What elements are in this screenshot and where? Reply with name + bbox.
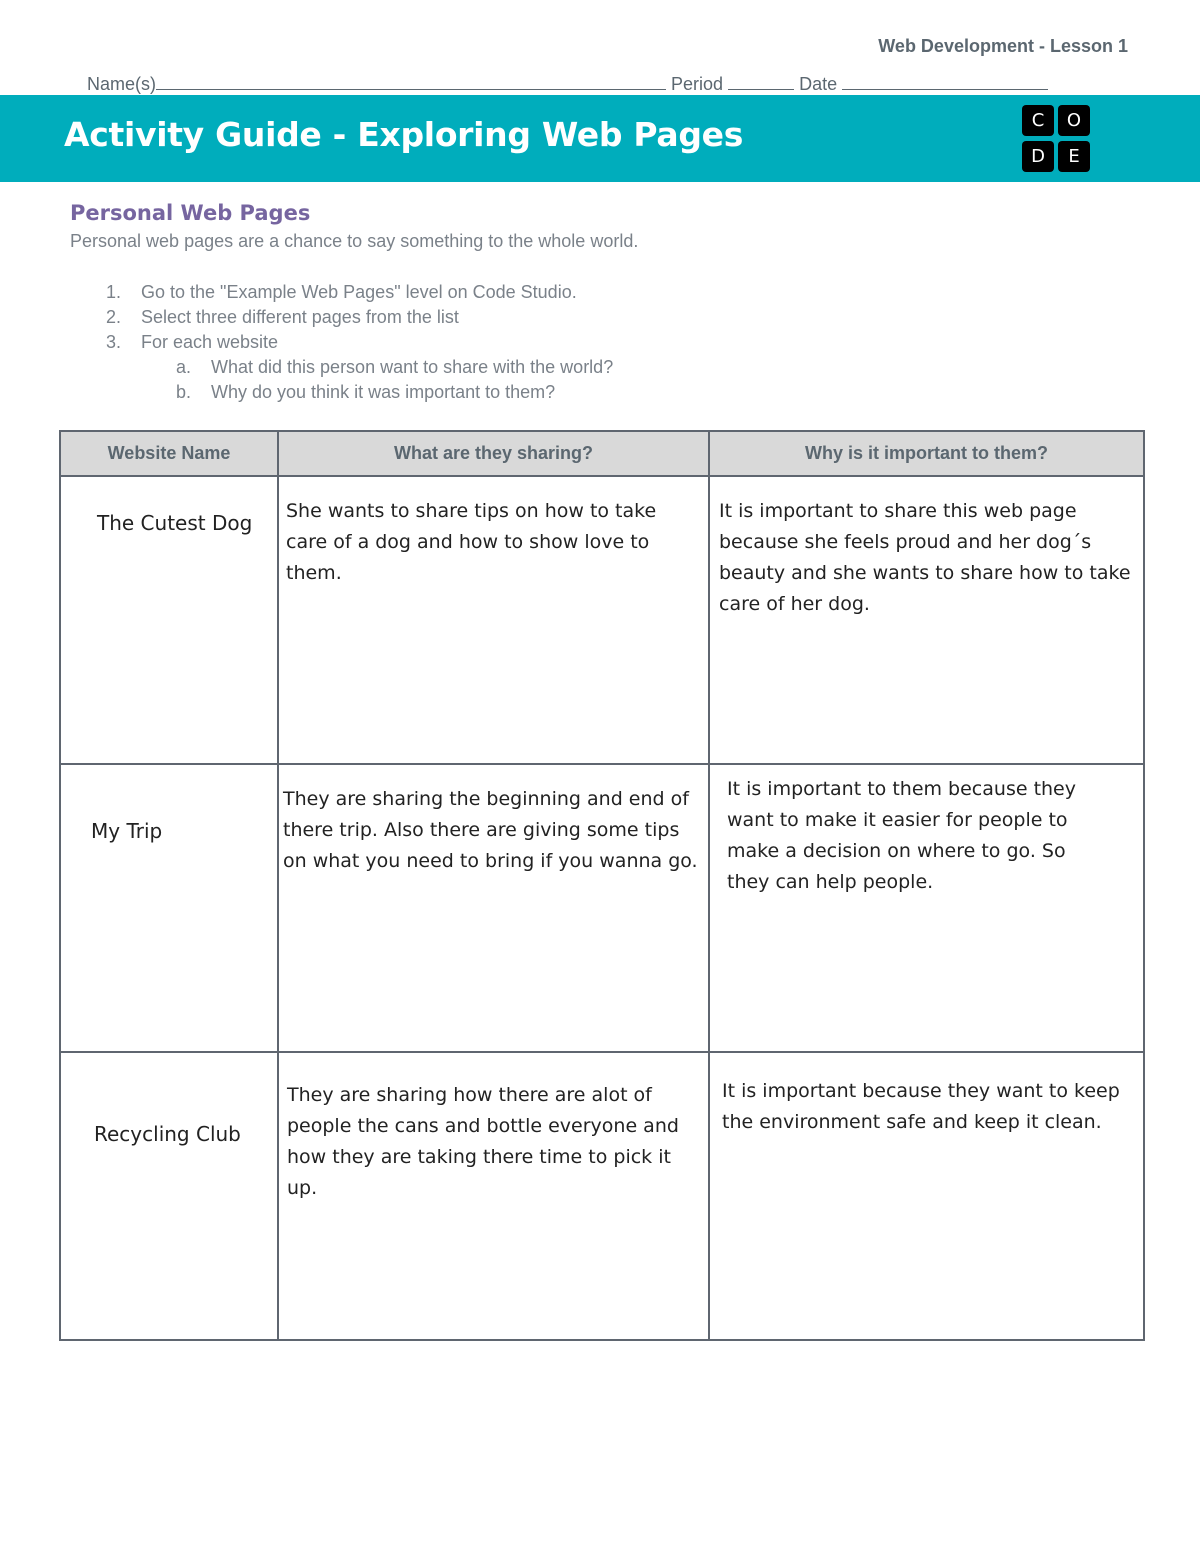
- substep-letter: b.: [176, 382, 192, 402]
- period-blank[interactable]: [728, 71, 794, 90]
- table-row: [60, 764, 1144, 1052]
- website-name: The Cutest Dog: [97, 511, 253, 535]
- why-cell[interactable]: [709, 476, 1144, 764]
- section-intro: Personal web pages are a chance to say something to the whole world.: [70, 231, 639, 251]
- responses-table: [59, 430, 1145, 1341]
- header-sharing: What are they sharing?: [278, 431, 709, 476]
- sharing-cell[interactable]: [278, 1052, 709, 1340]
- logo-letter: D: [1022, 141, 1054, 172]
- table-row: [60, 1052, 1144, 1340]
- name-period-date-line: [87, 71, 1048, 95]
- name-label: Name(s): [87, 74, 157, 94]
- step-number: 2.: [106, 307, 122, 327]
- step-number: 3.: [106, 332, 122, 352]
- website-name: Recycling Club: [94, 1122, 241, 1146]
- period-label: Period: [671, 74, 724, 94]
- sharing-cell[interactable]: [278, 764, 709, 1052]
- logo-letter: C: [1022, 105, 1054, 136]
- date-blank[interactable]: [842, 71, 1048, 90]
- website-name-cell[interactable]: [60, 476, 278, 764]
- why-text: It is important because they want to keep the environment safe and keep it clean.: [722, 1080, 1120, 1133]
- website-name-cell[interactable]: [60, 1052, 278, 1340]
- why-cell[interactable]: [709, 764, 1144, 1052]
- sharing-cell[interactable]: [278, 476, 709, 764]
- header-website-name: Website Name: [60, 431, 278, 476]
- why-text: It is important to them because they want to make it easier for people to make a decision on where to go. So they can help people.: [727, 778, 1076, 893]
- step-number: 1.: [106, 282, 122, 302]
- logo-letter: O: [1058, 105, 1090, 136]
- table-row: [60, 476, 1144, 764]
- sharing-text: They are sharing the beginning and end of there trip. Also there are giving some tips on what you need to bring if you wanna go.: [283, 788, 698, 872]
- why-cell[interactable]: [709, 1052, 1144, 1340]
- sharing-text: She wants to share tips on how to take care of a dog and how to show love to them.: [286, 500, 657, 584]
- section-heading: Personal Web Pages: [70, 201, 311, 225]
- name-blank[interactable]: [156, 71, 666, 90]
- page-title: Activity Guide - Exploring Web Pages: [64, 115, 744, 154]
- substep-letter: a.: [176, 357, 192, 377]
- date-label: Date: [799, 74, 838, 94]
- why-text: It is important to share this web page because she feels proud and her dog´s beauty and she wants to share how to take care of her dog.: [719, 500, 1131, 615]
- code-logo: [1022, 105, 1094, 175]
- title-banner: [0, 95, 1200, 182]
- step-text: For each website: [141, 332, 279, 352]
- website-name-cell[interactable]: [60, 764, 278, 1052]
- header-why-important: Why is it important to them?: [709, 431, 1144, 476]
- course-lesson-label: Web Development - Lesson 1: [878, 36, 1128, 56]
- sharing-text: They are sharing how there are alot of people the cans and bottle everyone and how they are taking there time to pick it up.: [287, 1084, 679, 1199]
- step-text: Select three different pages from the list: [141, 307, 459, 327]
- substep-text: Why do you think it was important to them?: [211, 382, 556, 402]
- website-name: My Trip: [91, 819, 163, 843]
- substep-text: What did this person want to share with the world?: [211, 357, 614, 377]
- logo-letter: E: [1058, 141, 1090, 172]
- step-text: Go to the "Example Web Pages" level on Code Studio.: [141, 282, 577, 302]
